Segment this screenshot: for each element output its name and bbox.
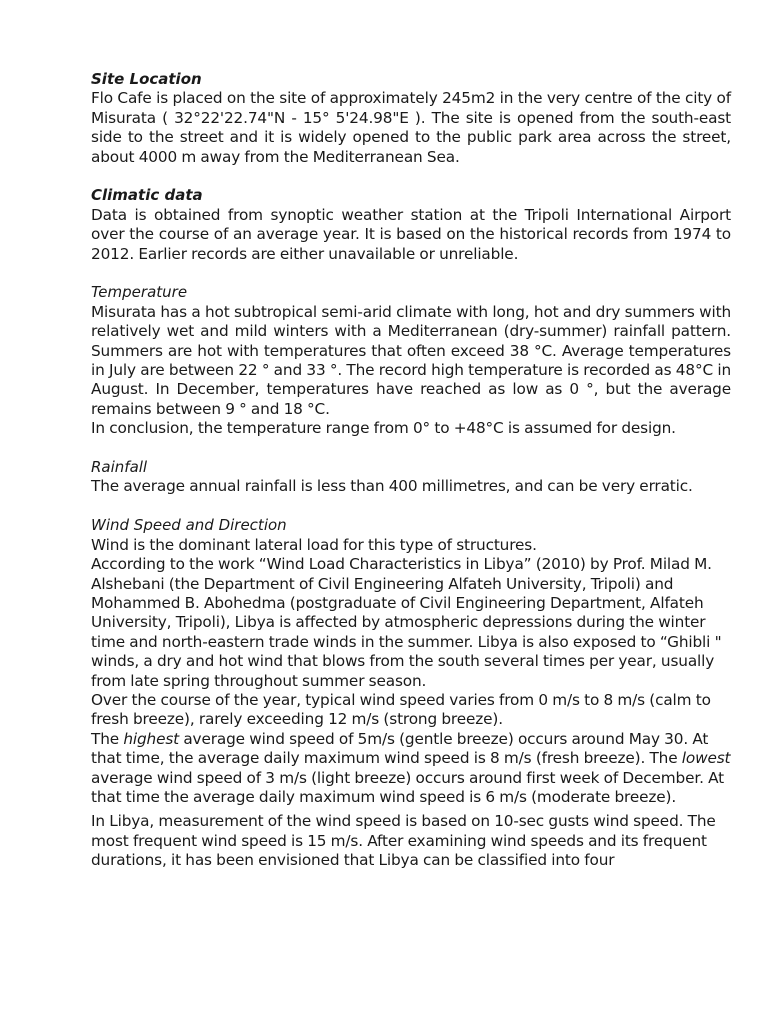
climatic-data-heading: Climatic data [91, 186, 203, 205]
wind-measurement: In Libya, measurement of the wind speed is based on 10-sec gusts wind speed. The most frequent wind speed is 15 m/s. After examining wind speeds and its frequent durations, it has been envisioned that Libya can be classified into four [91, 812, 716, 870]
climatic-data-text: Data is obtained from synoptic weather station at the Tripoli International Airport over the course of an average year. It is based on the historical records from 1974 to 2012. Earlier records are either unavailable or unreliable. [91, 205, 731, 263]
wind-highest-lowest [91, 730, 731, 808]
wind-reference-paragraph: According to the work “Wind Load Characteristics in Libya” (2010) by Prof. Milad M. Alshebani (the Department of Civil Engineering Alfateh University, Tripoli) and Mohammed B. Abohedma (postgraduate of Civil Engineering Department, Alfateh University, Tripoli), Libya is affected by atmospheric depressions during the winter time and north-eastern trade winds in the summer. Libya is also exposed to “Ghibli " winds, a dry and hot wind that blows from the south several times per year, usually from late spring throughout summer season. [91, 555, 722, 690]
text-run: average wind speed of 5m/s (gentle breeze) occurs around May 30. At that time, the average daily maximum wind speed is 8 m/s (fresh breeze). The [91, 729, 709, 768]
rainfall-text: The average annual rainfall is less than 400 millimetres, and can be very erratic. [91, 477, 693, 496]
text-run: The [91, 729, 124, 748]
wind-typical-speed: Over the course of the year, typical wind speed varies from 0 m/s to 8 m/s (calm to fresh breeze), rarely exceeding 12 m/s (strong breeze). [91, 690, 711, 729]
spacer [91, 167, 731, 186]
temperature-conclusion: In conclusion, the temperature range from 0° to +48°C is assumed for design. [91, 419, 676, 438]
spacer [91, 264, 731, 283]
spacer [91, 497, 731, 516]
wind-heading: Wind Speed and Direction [91, 516, 287, 535]
temperature-heading: Temperature [91, 283, 188, 302]
text-run: average wind speed of 3 m/s (light breeze) occurs around first week of December. At that time the average daily maximum wind speed is 6 m/s (moderate breeze). [91, 768, 725, 806]
spacer [91, 439, 731, 458]
wind-intro: Wind is the dominant lateral load for this type of structures. [91, 535, 537, 554]
temperature-text: Misurata has a hot subtropical semi-arid climate with long, hot and dry summers with relatively wet and mild winters with a Mediterranean (dry-summer) rainfall pattern. Summers are hot with temperatures that often exceed 38 °C. Average temperatures in July are between 22 ° and 33 °. The record high temperature is recorded as 48°C in August. In December, temperatures have reached as low as 0 °, but the average remains between 9 ° and 18 °C. [91, 302, 731, 418]
rainfall-heading: Rainfall [91, 458, 148, 477]
emphasis-highest: highest [123, 729, 180, 748]
site-location-heading: Site Location [91, 70, 202, 88]
emphasis-lowest: lowest [681, 749, 731, 768]
site-location-text: Flo Cafe is placed on the site of approximately 245m2 in the very centre of the city of Misurata ( 32°22'22.74"N - 15° 5'24.98"E ). The site is opened from the south-east side to the street and it is widely opened to the public park area across the street, about 4000 m away from the Mediterranean Sea. [91, 89, 731, 166]
document-page [91, 70, 731, 871]
